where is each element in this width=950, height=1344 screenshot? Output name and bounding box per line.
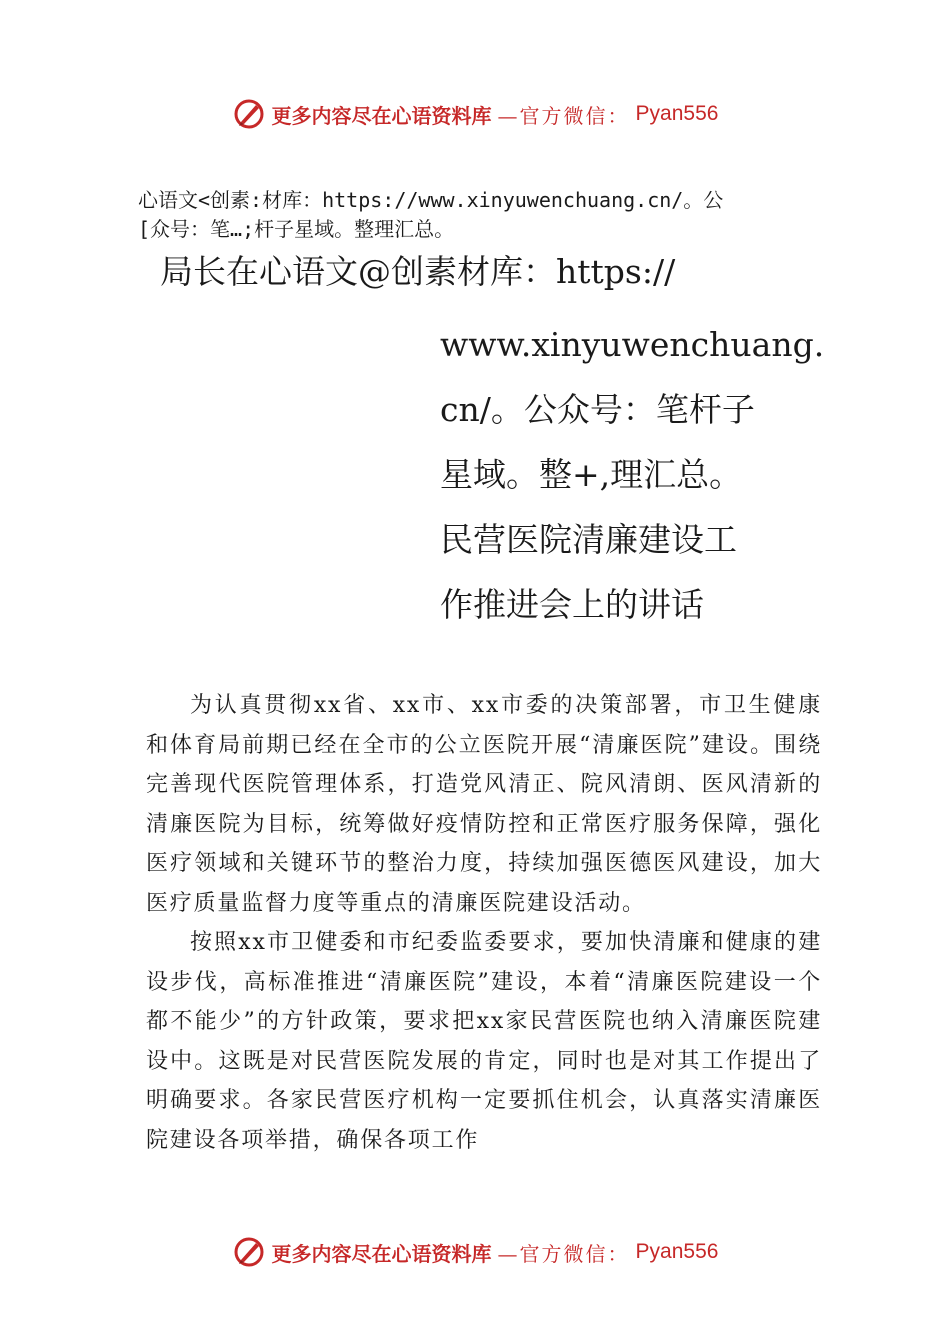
source-line-2: [众号：笔…;杆子星域。整理汇总。 [138,217,455,241]
body-paragraph-1: 为认真贯彻xx省、xx市、xx市委的决策部署，市卫生健康和体育局前期已经在全市的公立医院开展“清廉医院”建设。围绕完善现代医院管理体系，打造党风清正、院风清朗、医风清新的清廉医院为目标，统筹做好疫情防控和正常医疗服务保障，强化医疗领域和关键环节的整治力度，持续加强医德医风建设，加大医疗质量监督力度等重点的清廉医院建设活动。 [146,693,822,916]
pen-logo-icon [232,1235,266,1269]
title-line-6: 作推进会上的讲话 [440,585,704,624]
source-note [138,186,818,244]
banner-wechat-label: —官方微信： [497,1241,630,1266]
title-line-2: www.xinyuwenchuang. [440,325,825,364]
banner-title: 更多内容尽在心语资料库 [271,103,492,128]
title-line-4: 星域。整+,理汇总。 [440,455,743,494]
title-line-3: cn/。公众号：笔杆子 [440,390,755,429]
source-line-1: 心语文<创素:材库：https://www.xinyuwenchuang.cn/。公 [138,188,724,212]
body-paragraph-2: 按照xx市卫健委和市纪委监委要求，要加快清廉和健康的建设步伐，高标准推进“清廉医院”建设，本着“清廉医院建设一个都不能少”的方针政策，要求把xx家民营医院也纳入清廉医院建设中。这既是对民营医院发展的肯定，同时也是对其工作提出了明确要求。各家民营医疗机构一定要抓住机会，认真落实清廉医院建设各项举措，确保各项工作 [146,930,822,1153]
document-body [146,686,822,1160]
pen-logo-icon [232,97,266,131]
footer-banner [0,1230,950,1274]
document-title [440,312,825,637]
title-line-1: 局长在心语文@创素材库：https:// [160,252,676,291]
banner-wechat-label: —官方微信： [497,103,630,128]
banner-wechat-id: Pyan556 [635,102,719,125]
header-banner [0,92,950,136]
banner-title: 更多内容尽在心语资料库 [271,1241,492,1266]
banner-wechat-id: Pyan556 [635,1240,719,1263]
title-line-5: 民营医院清廉建设工 [440,520,737,559]
